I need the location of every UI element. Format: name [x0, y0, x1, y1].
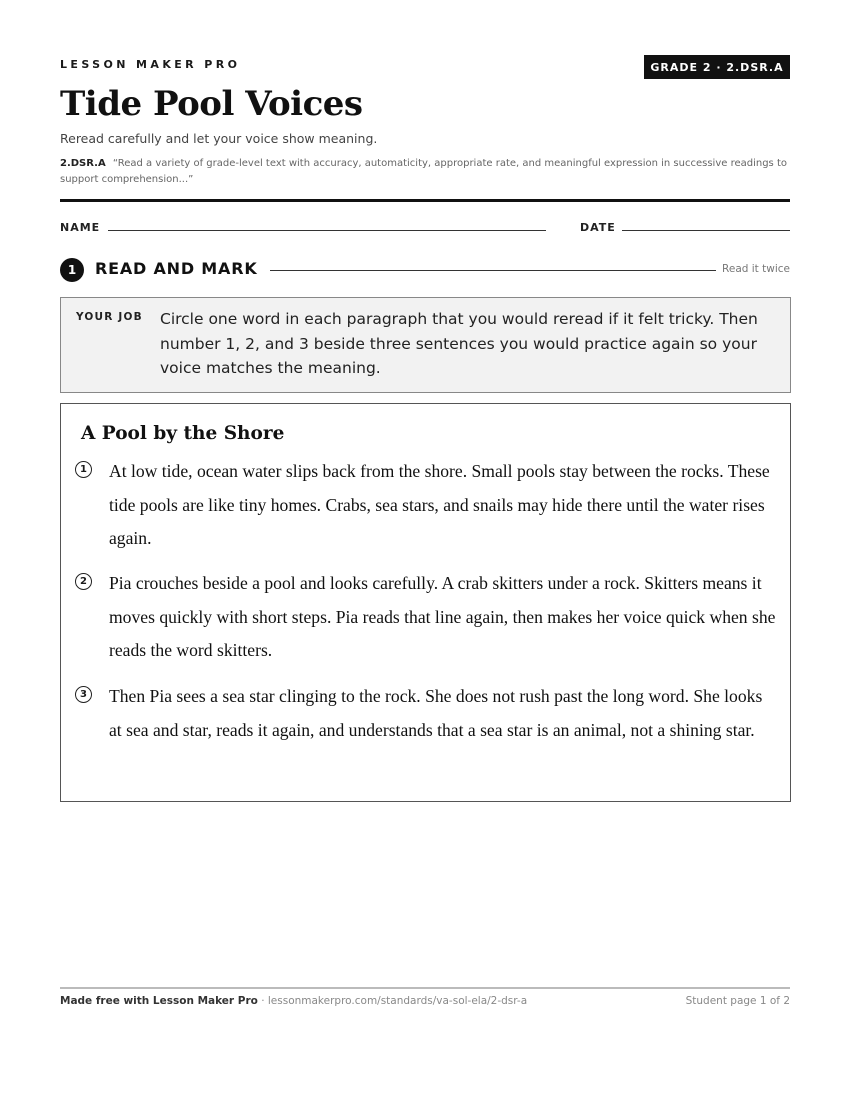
paragraph-number: 3 [75, 686, 92, 703]
section-title: READ AND MARK [95, 259, 258, 278]
header-divider [60, 199, 790, 202]
passage-title: A Pool by the Shore [81, 423, 285, 444]
your-job-text: Circle one word in each paragraph that you would reread if it felt tricky. Then number 1, 2, and 3 beside three sentences you would practice again so your voice matches the meaning. [160, 310, 758, 377]
brand-name: LESSON MAKER PRO [60, 58, 241, 71]
page-subtitle: Reread carefully and let your voice show meaning. [60, 131, 378, 146]
name-label: NAME [60, 221, 101, 234]
date-field[interactable] [622, 230, 790, 231]
footer-page-number: Student page 1 of 2 [685, 995, 790, 1007]
grade-badge: GRADE 2 · 2.DSR.A [644, 55, 790, 79]
standard-description [60, 156, 790, 188]
footer-divider [60, 987, 790, 989]
footer-credit [60, 995, 527, 1007]
name-field[interactable] [108, 230, 546, 231]
paragraph-text: Pia crouches beside a pool and looks carefully. A crab skitters under a rock. Skitters means it moves quickly with short steps. Pia reads that line again, then makes her voice quick when she reads the word skitters. [109, 573, 776, 660]
your-job-box [60, 297, 791, 393]
your-job-label: YOUR JOB [76, 311, 143, 323]
standard-code: 2.DSR.A [60, 158, 106, 169]
paragraph-number: 1 [75, 461, 92, 478]
standard-text: “Read a variety of grade-level text with accuracy, automaticity, appropriate rate, and meaningful expression in successive readings to support comprehension...” [60, 158, 787, 185]
paragraph-number: 2 [75, 573, 92, 590]
paragraph-text: At low tide, ocean water slips back from the shore. Small pools stay between the rocks. These tide pools are like tiny homes. Crabs, sea stars, and snails may hide there until the water rises again. [109, 461, 770, 548]
footer-url: · lessonmakerpro.com/standards/va-sol-ela/2-dsr-a [257, 995, 528, 1007]
section-note: Read it twice [722, 263, 790, 275]
footer-made-with: Made free with Lesson Maker Pro [60, 995, 258, 1007]
page-title: Tide Pool Voices [60, 84, 363, 124]
section-divider [270, 270, 716, 271]
date-label: DATE [580, 221, 616, 234]
paragraph-text: Then Pia sees a sea star clinging to the rock. She does not rush past the long word. She looks at sea and star, reads it again, and understands that a sea star is an animal, not a shining star. [109, 686, 763, 740]
section-number: 1 [60, 258, 84, 282]
reading-passage [60, 403, 791, 802]
